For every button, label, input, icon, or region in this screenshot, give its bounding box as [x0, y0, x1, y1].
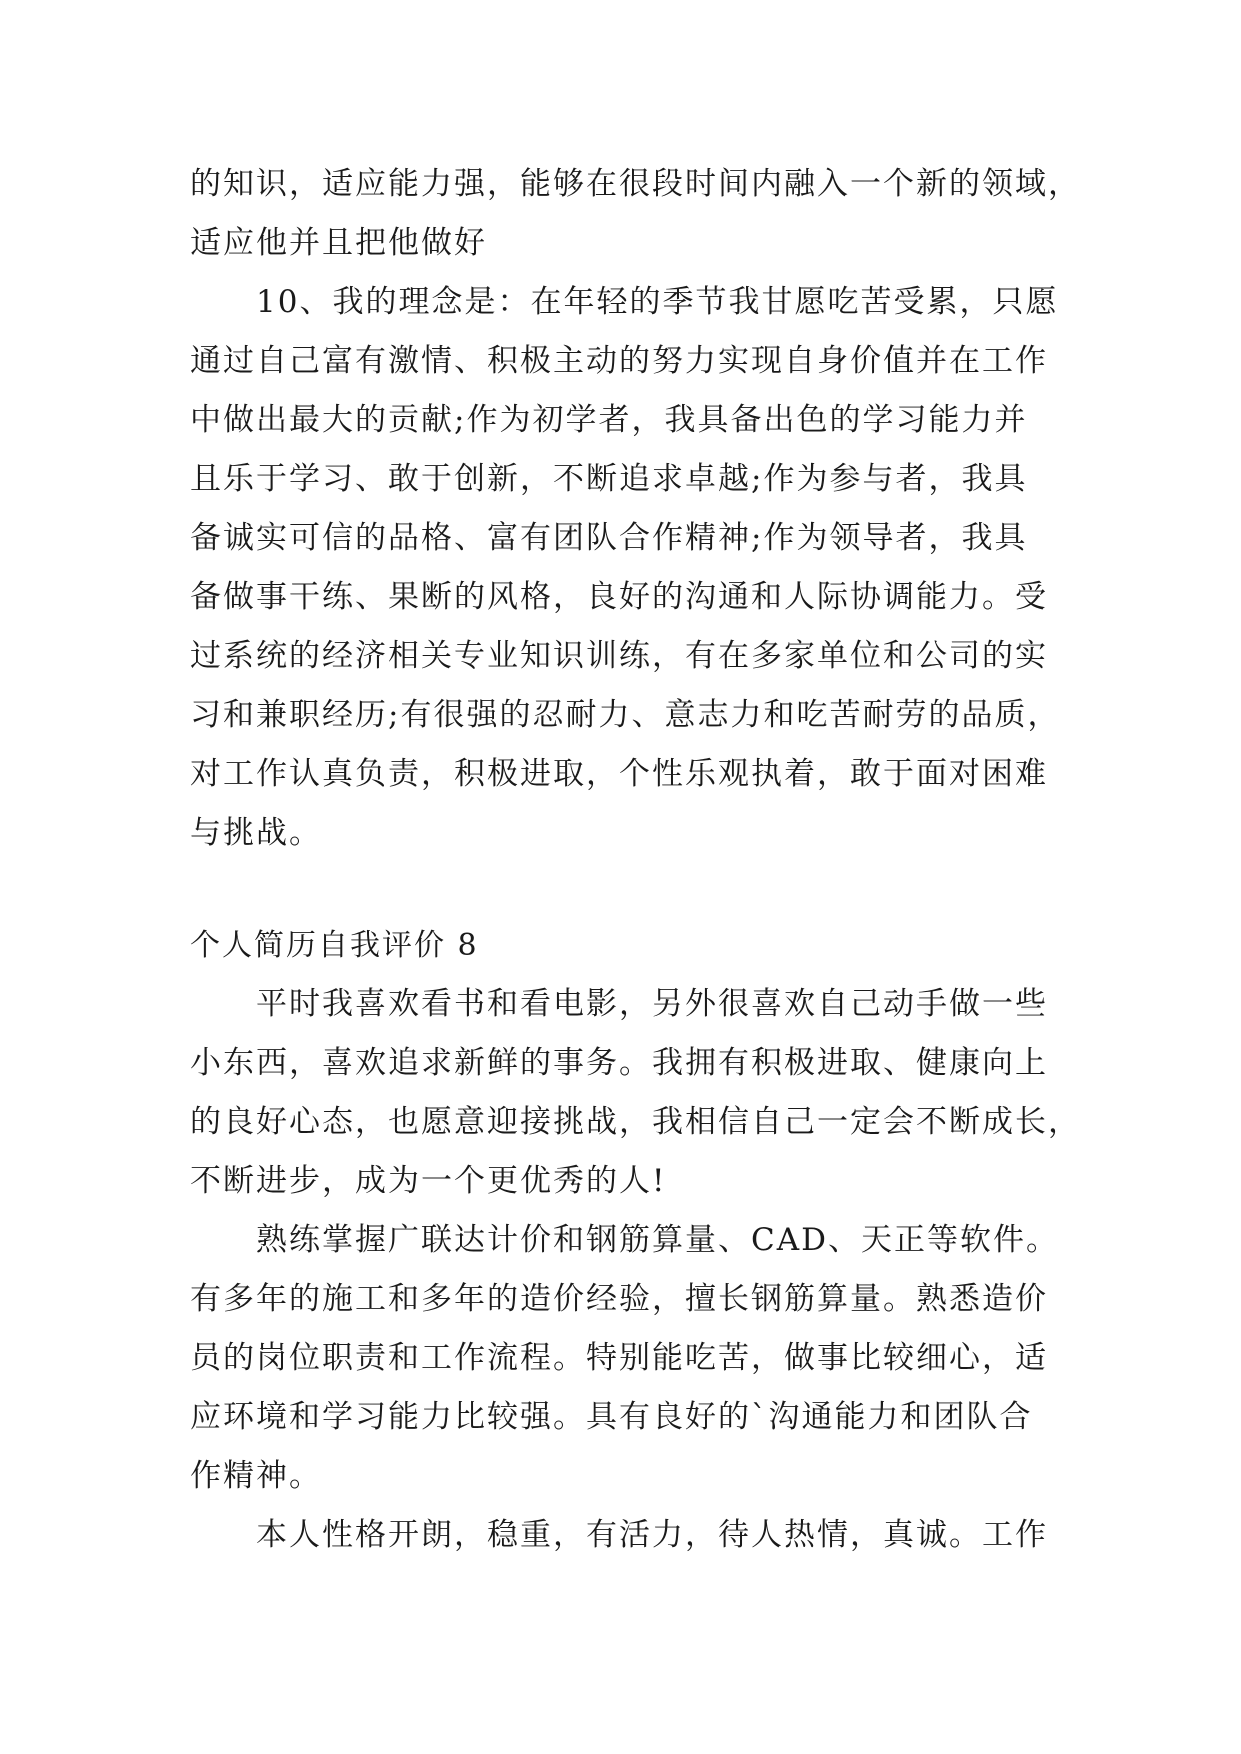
- text-line: 中做出最大的贡献;作为初学者，我具备出色的学习能力并: [190, 402, 1028, 438]
- text-line: 且乐于学习、敢于创新，不断追求卓越;作为参与者，我具: [190, 461, 1028, 497]
- paragraph-continuation: [190, 155, 1081, 273]
- text-line: 过系统的经济相关专业知识训练，有在多家单位和公司的实: [190, 638, 1048, 674]
- text-line: 员的岗位职责和工作流程。特别能吃苦，做事比较细心，适: [190, 1340, 1048, 1376]
- text-line: 通过自己富有激情、积极主动的努力实现自身价值并在工作: [190, 343, 1048, 379]
- text-line: 适应他并且把他做好: [190, 225, 487, 261]
- text-line: 平时我喜欢看书和看电影，另外很喜欢自己动手做一些: [190, 986, 1048, 1022]
- paragraph-philosophy: [190, 273, 1060, 863]
- text-line: 备做事干练、果断的风格，良好的沟通和人际协调能力。受: [190, 579, 1048, 615]
- text-line: 的知识，适应能力强，能够在很段时间内融入一个新的领域，: [190, 166, 1081, 202]
- text-line: 习和兼职经历;有很强的忍耐力、意志力和吃苦耐劳的品质，: [190, 697, 1061, 733]
- section-body: [190, 975, 1081, 1565]
- text-line: 本人性格开朗，稳重，有活力，待人热情，真诚。工作: [190, 1517, 1048, 1553]
- text-line: 不断进步，成为一个更优秀的人!: [190, 1163, 667, 1199]
- text-line: 备诚实可信的品格、富有团队合作精神;作为领导者，我具: [190, 520, 1028, 556]
- text-line: 作精神。: [190, 1458, 322, 1494]
- text-line: 10、我的理念是：在年轻的季节我甘愿吃苦受累，只愿: [190, 284, 1059, 320]
- text-line: 应环境和学习能力比较强。具有良好的`沟通能力和团队合: [190, 1399, 1033, 1435]
- text-line: 熟练掌握广联达计价和钢筋算量、CAD、天正等软件。: [190, 1222, 1059, 1258]
- section-heading: 个人简历自我评价 8: [190, 928, 479, 963]
- text-line: 对工作认真负责，积极进取，个性乐观执着，敢于面对困难: [190, 756, 1048, 792]
- text-line: 与挑战。: [190, 815, 322, 851]
- text-line: 有多年的施工和多年的造价经验，擅长钢筋算量。熟悉造价: [190, 1281, 1048, 1317]
- text-line: 的良好心态，也愿意迎接挑战，我相信自己一定会不断成长，: [190, 1104, 1081, 1140]
- text-line: 小东西，喜欢追求新鲜的事务。我拥有积极进取、健康向上: [190, 1045, 1048, 1081]
